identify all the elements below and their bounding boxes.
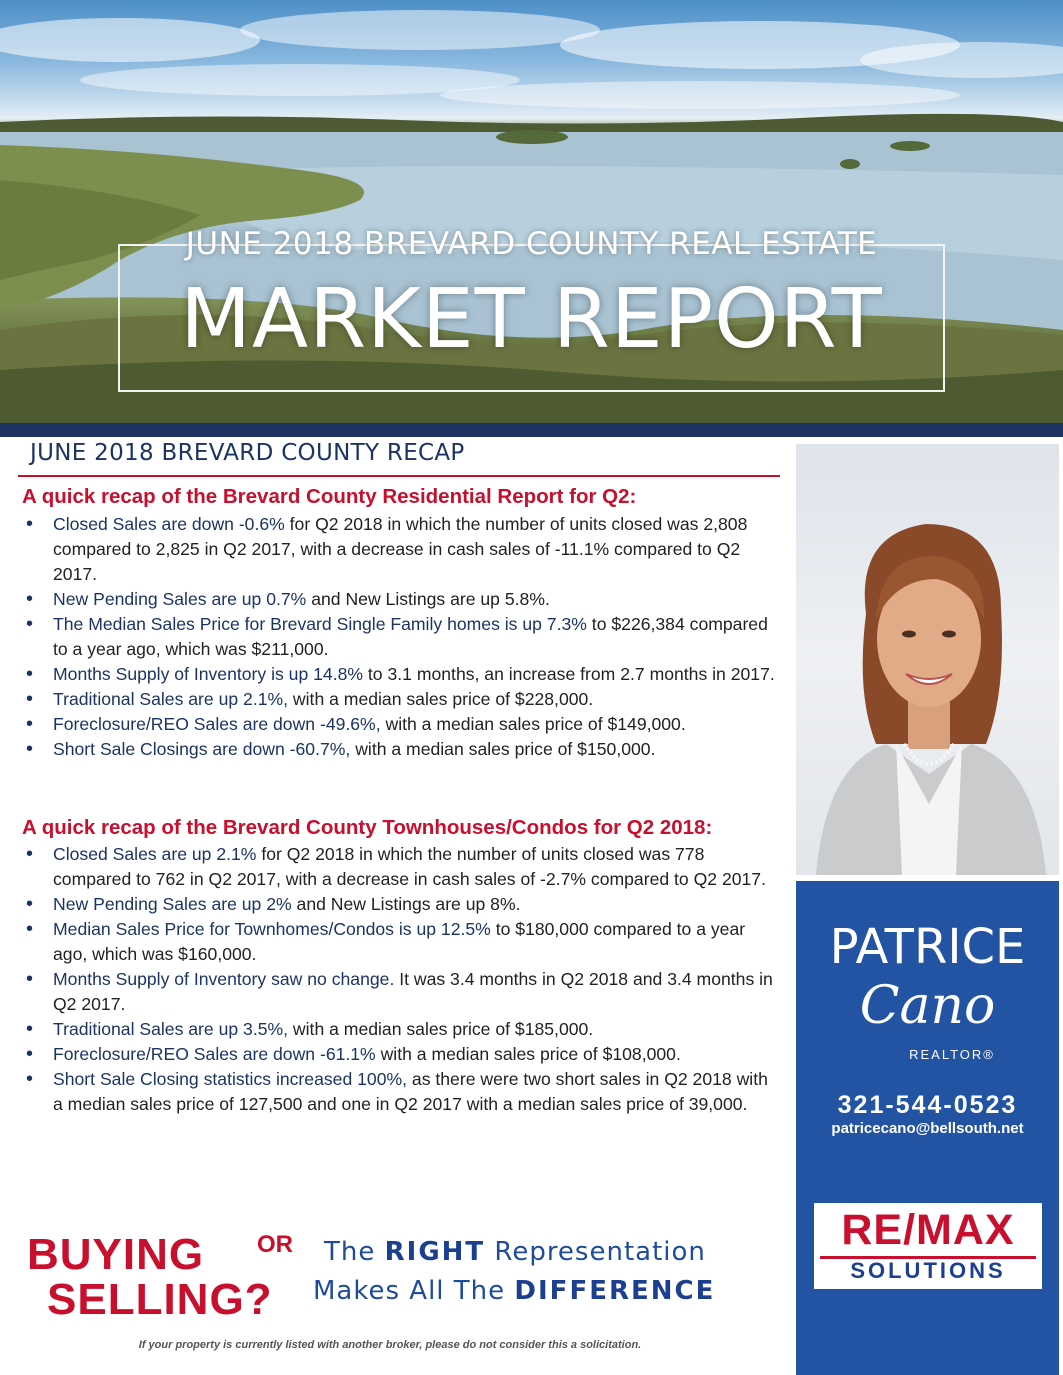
condos-bullet-list bbox=[22, 842, 782, 1117]
list-item: • New Pending Sales are up 2% and New Listings are up 8%. bbox=[22, 892, 782, 917]
remax-logo bbox=[814, 1203, 1042, 1289]
agent-photo bbox=[796, 444, 1059, 875]
disclaimer: If your property is currently listed with another broker, please do not consider this a solicitation. bbox=[138, 1339, 642, 1351]
divider-band bbox=[0, 423, 1063, 437]
list-item: • Months Supply of Inventory saw no change. It was 3.4 months in Q2 2018 and 3.4 months in Q2 2017. bbox=[22, 967, 782, 1017]
list-item: • Traditional Sales are up 2.1%, with a median sales price of $228,000. bbox=[22, 687, 782, 712]
slogan-or: OR bbox=[257, 1231, 293, 1258]
agent-email[interactable]: patricecano@bellsouth.net bbox=[831, 1120, 1024, 1137]
residential-section-title: A quick recap of the Brevard County Residential Report for Q2: bbox=[22, 485, 637, 508]
list-item: • Traditional Sales are up 3.5%, with a median sales price of $185,000. bbox=[22, 1017, 782, 1042]
list-item: • Short Sale Closing statistics increased 100%, as there were two short sales in Q2 2018 with a median sales price of 127,500 and one in Q2 2017 with a median sales price of 39,000. bbox=[22, 1067, 782, 1117]
remax-logo-text: RE/MAX bbox=[841, 1206, 1015, 1254]
heading-rule bbox=[18, 475, 780, 477]
residential-bullet-list bbox=[22, 512, 782, 762]
slogan-selling: SELLING? bbox=[47, 1275, 273, 1324]
agent-first-name: PATRICE bbox=[829, 919, 1026, 975]
condos-section-title: A quick recap of the Brevard County Townhouses/Condos for Q2 2018: bbox=[22, 816, 713, 839]
list-item: • Months Supply of Inventory is up 14.8% to 3.1 months, an increase from 2.7 months in 2017. bbox=[22, 662, 782, 687]
list-item: • Foreclosure/REO Sales are down -61.1% with a median sales price of $108,000. bbox=[22, 1042, 782, 1067]
list-item: • Closed Sales are up 2.1% for Q2 2018 in which the number of units closed was 778 compared to 762 in Q2 2017, with a decrease in cash sales of -2.7% compared to Q2 2017. bbox=[22, 842, 782, 892]
list-item: • New Pending Sales are up 0.7% and New Listings are up 5.8%. bbox=[22, 587, 782, 612]
agent-phone[interactable]: 321-544-0523 bbox=[837, 1091, 1018, 1119]
list-item: • Foreclosure/REO Sales are down -49.6%, with a median sales price of $149,000. bbox=[22, 712, 782, 737]
agent-portrait-illustration bbox=[796, 444, 1059, 875]
list-item: • The Median Sales Price for Brevard Single Family homes is up 7.3% to $226,384 compared to a year ago, which was $211,000. bbox=[22, 612, 782, 662]
recap-heading: JUNE 2018 BREVARD COUNTY RECAP bbox=[30, 440, 465, 466]
list-item: • Short Sale Closings are down -60.7%, with a median sales price of $150,000. bbox=[22, 737, 782, 762]
report-title: MARKET REPORT bbox=[180, 272, 883, 367]
tagline-line-1: The RIGHT Representation bbox=[324, 1237, 706, 1267]
agent-last-name: Cano bbox=[859, 976, 996, 1036]
remax-logo-subtext: SOLUTIONS bbox=[850, 1258, 1006, 1283]
list-item: • Closed Sales are down -0.6% for Q2 2018 in which the number of units closed was 2,808 compared to 2,825 in Q2 2017, with a decrease in cash sales of -11.1% compared to Q2 2017. bbox=[22, 512, 782, 587]
agent-role: REALTOR® bbox=[909, 1047, 995, 1062]
tagline-line-2: Makes All The DIFFERENCE bbox=[313, 1276, 716, 1306]
report-subtitle: JUNE 2018 BREVARD COUNTY REAL ESTATE bbox=[185, 226, 878, 262]
slogan-buying: BUYING bbox=[27, 1230, 205, 1279]
list-item: • Median Sales Price for Townhomes/Condos is up 12.5% to $180,000 compared to a year ago, which was $160,000. bbox=[22, 917, 782, 967]
hero-image bbox=[0, 0, 1063, 423]
